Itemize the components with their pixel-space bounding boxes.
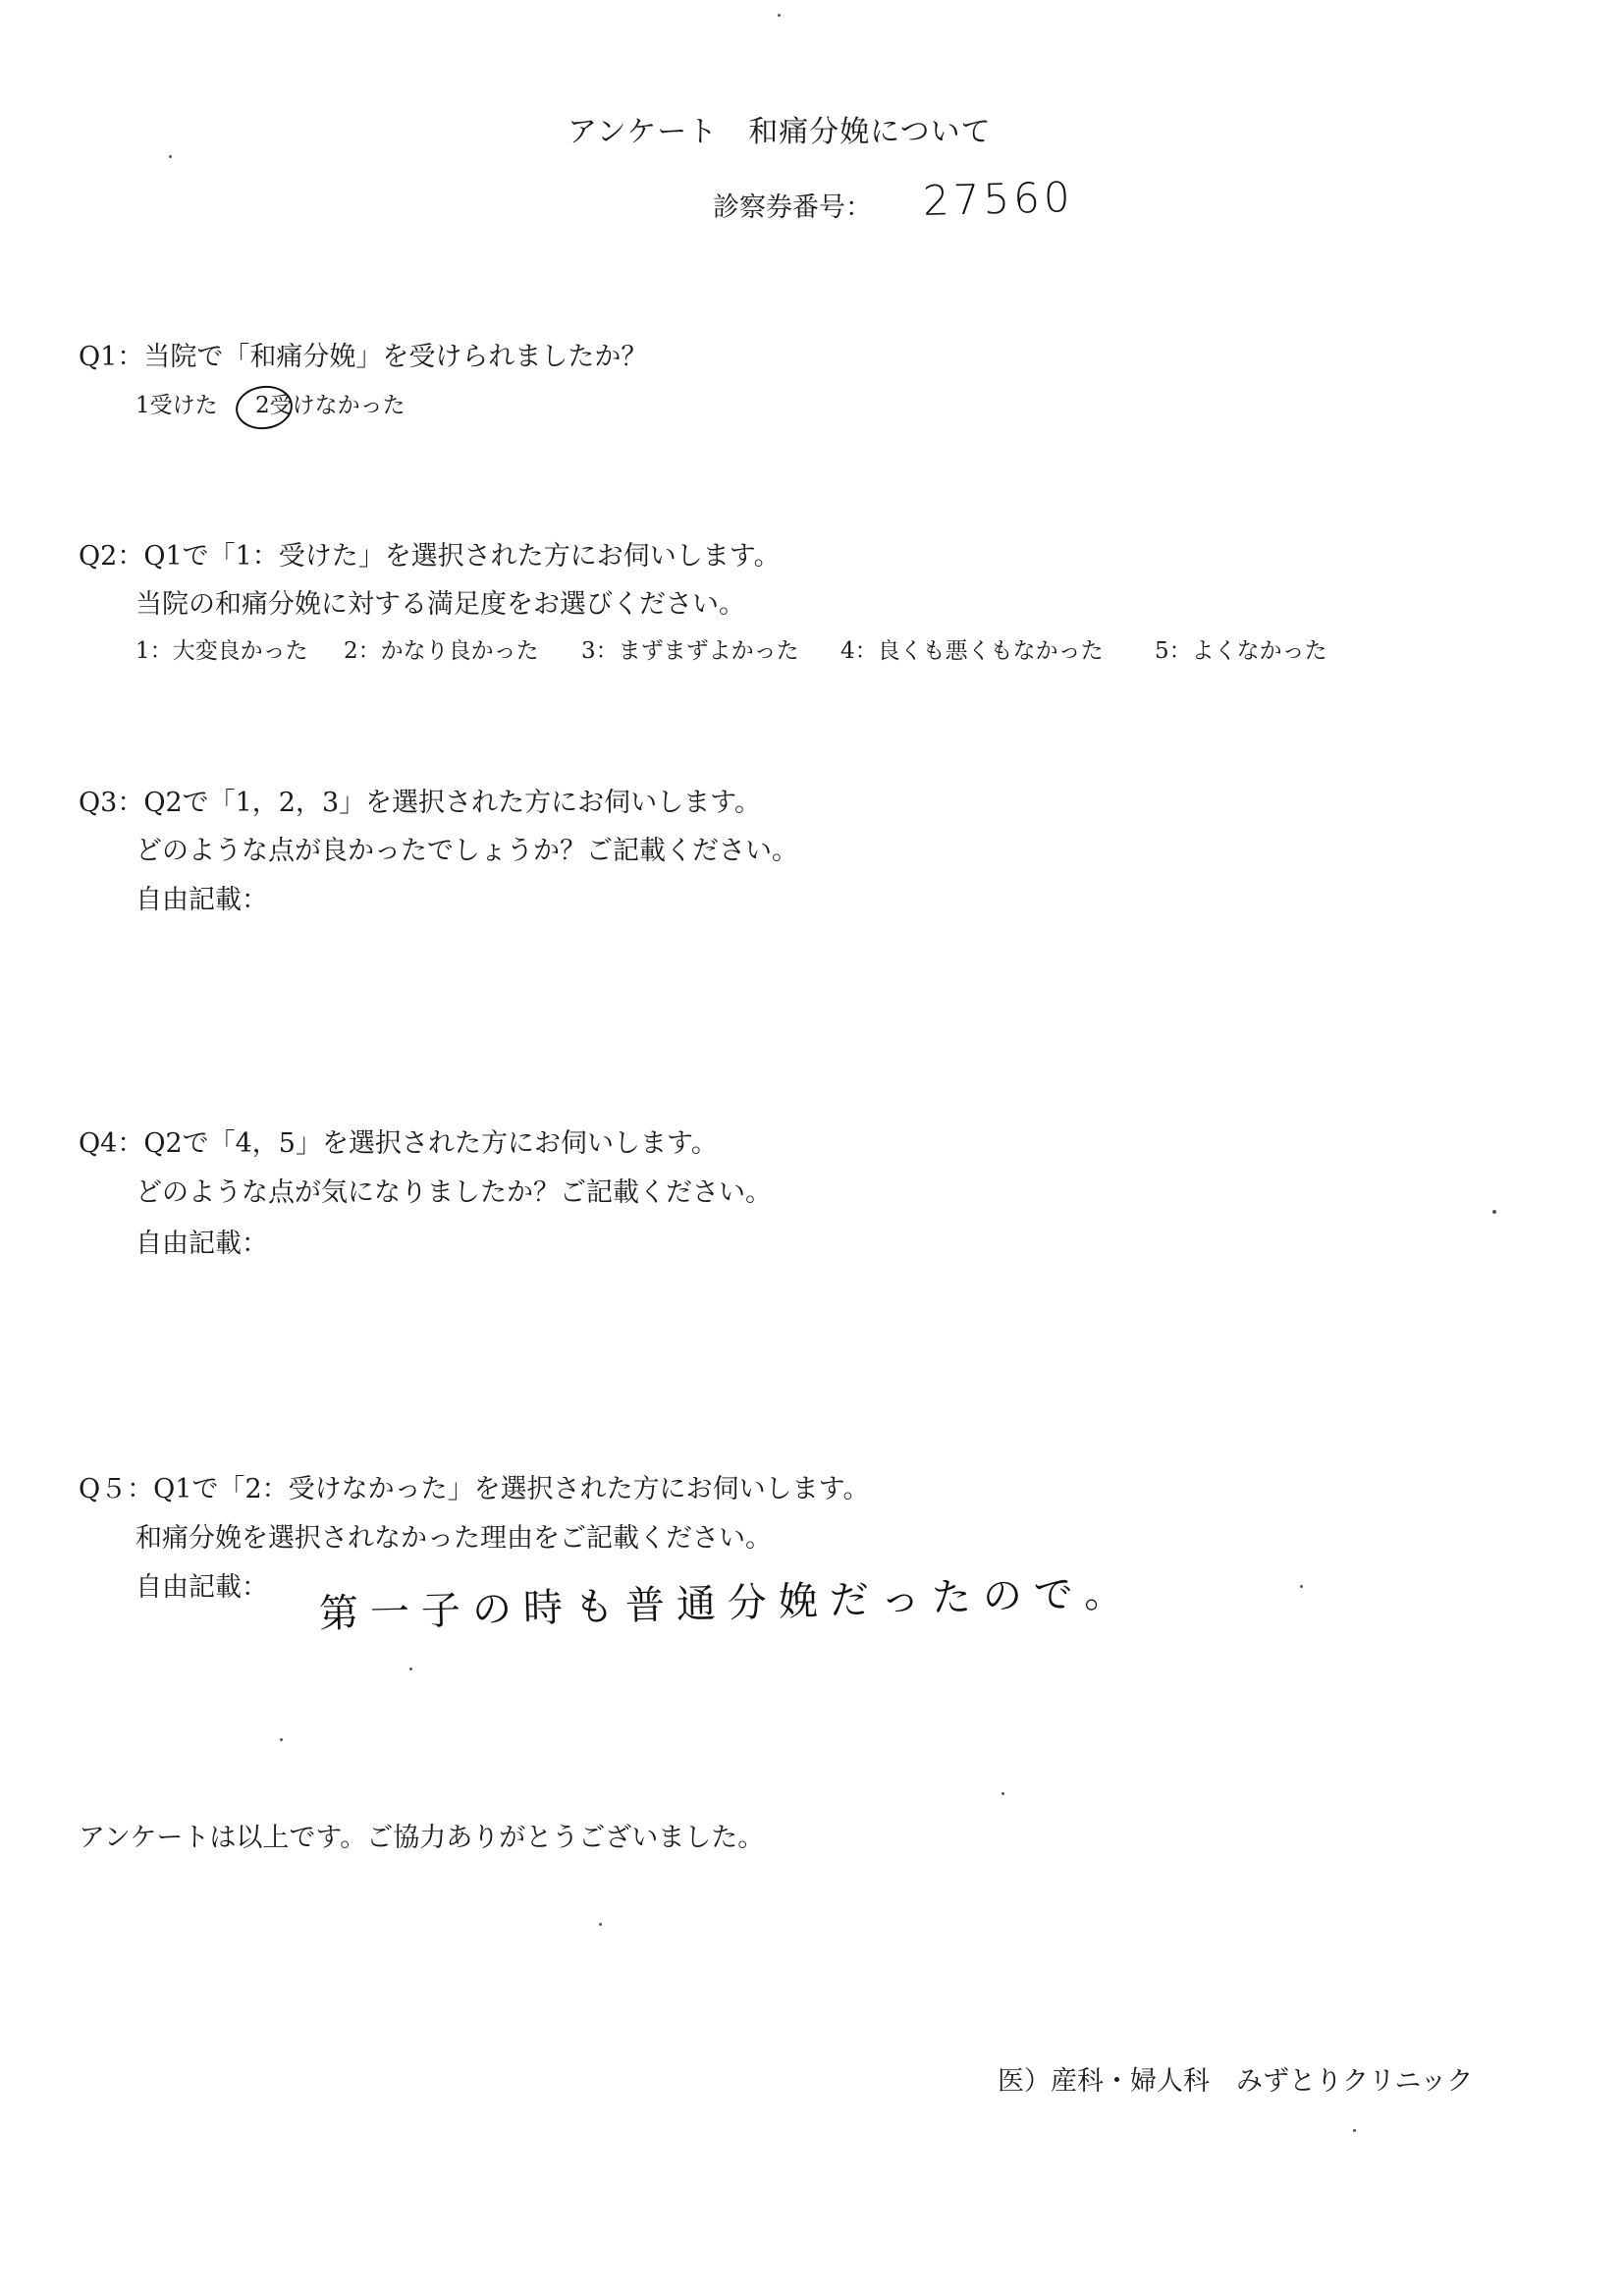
closing-message: アンケートは以上です。ご協力ありがとうございました。 <box>79 1823 765 1853</box>
q1-question: Q1：当院で「和痛分娩」を受けられましたか？ <box>79 342 648 372</box>
q2-option-4: 4：良くも悪くもなかった <box>840 638 1104 664</box>
scan-speck <box>778 14 781 17</box>
scan-speck <box>1001 1792 1004 1795</box>
survey-title: アンケート 和痛分娩について <box>568 115 992 149</box>
q1-selection-circle <box>233 382 296 433</box>
q4-free-label: 自由記載： <box>135 1229 268 1259</box>
q3-free-label: 自由記載： <box>135 885 268 915</box>
q5-question: Q５：Q1で「2：受けなかった」を選択された方にお伺いします。 <box>79 1474 870 1504</box>
scan-speck <box>169 155 172 158</box>
q2-question: Q2：Q1で「1：受けた」を選択された方にお伺いします。 <box>79 541 781 572</box>
scan-speck <box>1300 1585 1303 1588</box>
q2-option-2: 2：かなり良かった <box>344 638 539 664</box>
patient-id-handwritten: 27560 <box>922 172 1075 225</box>
q1-option-2: 2受けなかった <box>255 393 406 418</box>
q1-option-1: 1受けた <box>135 393 218 418</box>
q2-question-line2: 当院の和痛分娩に対する満足度をお選びください。 <box>135 589 745 620</box>
scan-speck <box>280 1738 283 1741</box>
clinic-name: 医）産科・婦人科 みずとりクリニック <box>998 2066 1474 2097</box>
patient-id-label: 診察券番号： <box>713 192 872 223</box>
scan-speck <box>1353 2129 1356 2132</box>
q2-option-5: 5：よくなかった <box>1155 638 1327 664</box>
scan-speck <box>1492 1210 1496 1214</box>
q4-question: Q4：Q2で「4，5」を選択された方にお伺いします。 <box>79 1128 718 1159</box>
q5-question-line2: 和痛分娩を選択されなかった理由をご記載ください。 <box>135 1523 772 1554</box>
q5-handwritten-answer: 第一子の時も普通分娩だったので。 <box>318 1570 1136 1637</box>
q2-option-3: 3：まずまずよかった <box>581 638 799 664</box>
q3-question-line2: どのような点が良かったでしょうか？ご記載ください。 <box>135 836 798 866</box>
q5-free-label: 自由記載： <box>135 1572 268 1603</box>
q4-question-line2: どのような点が気になりましたか？ご記載ください。 <box>135 1177 772 1208</box>
q2-option-1: 1：大変良かった <box>135 638 308 664</box>
scan-speck <box>599 1923 602 1926</box>
q3-question: Q3：Q2で「1，2，3」を選択された方にお伺いします。 <box>79 788 762 818</box>
scan-speck <box>409 1667 412 1670</box>
